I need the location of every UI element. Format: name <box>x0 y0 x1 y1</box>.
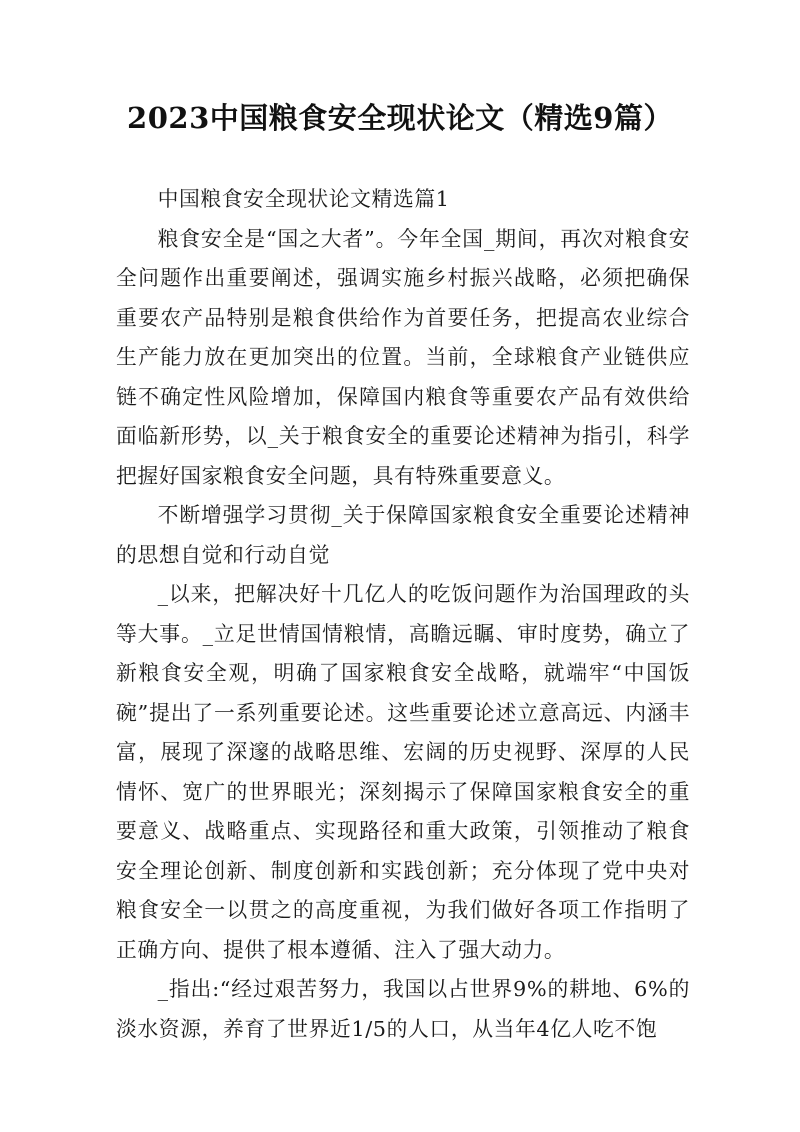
section-heading: 中国粮食安全现状论文精选篇1 <box>157 187 450 211</box>
paragraph: _指出:“经过艰苦努力，我国以占世界9%的耕地、6%的淡水资源，养育了世界近1/5的人口，从当年4亿人吃不饱 <box>116 977 690 1041</box>
paragraph: _以来，把解决好十几亿人的吃饭问题作为治国理政的头等大事。_立足世情国情粮情，高瞻远瞩、审时度势，确立了新粮食安全观，明确了国家粮食安全战略，就端牢“中国饭碗”提出了一系列重要论述。这些重要论述立意高远、内涵丰富，展现了深邃的战略思维、宏阔的历史视野、深厚的人民情怀、宽广的世界眼光；深刻揭示了保障国家粮食安全的重要意义、战略重点、实现路径和重大政策，引领推动了粮食安全理论创新、制度创新和实践创新；充分体现了党中央对粮食安全一以贯之的高度重视，为我们做好各项工作指明了正确方向、提供了根本遵循、注入了强大动力。 <box>116 582 690 962</box>
paragraph: 不断增强学习贯彻_关于保障国家粮食安全重要论述精神的思想自觉和行动自觉 <box>116 503 690 567</box>
document-body <box>116 180 690 1049</box>
paragraph: 粮食安全是“国之大者”。今年全国_期间，再次对粮食安全问题作出重要阐述，强调实施乡村振兴战略，必须把确保重要农产品特别是粮食供给作为首要任务，把提高农业综合生产能力放在更加突出的位置。当前，全球粮食产业链供应链不确定性风险增加，保障国内粮食等重要农产品有效供给面临新形势，以_关于粮食安全的重要论述精神为指引，科学把握好国家粮食安全问题，具有特殊重要意义。 <box>116 226 690 488</box>
document-title: 2023中国粮食安全现状论文（精选9篇） <box>127 101 673 135</box>
